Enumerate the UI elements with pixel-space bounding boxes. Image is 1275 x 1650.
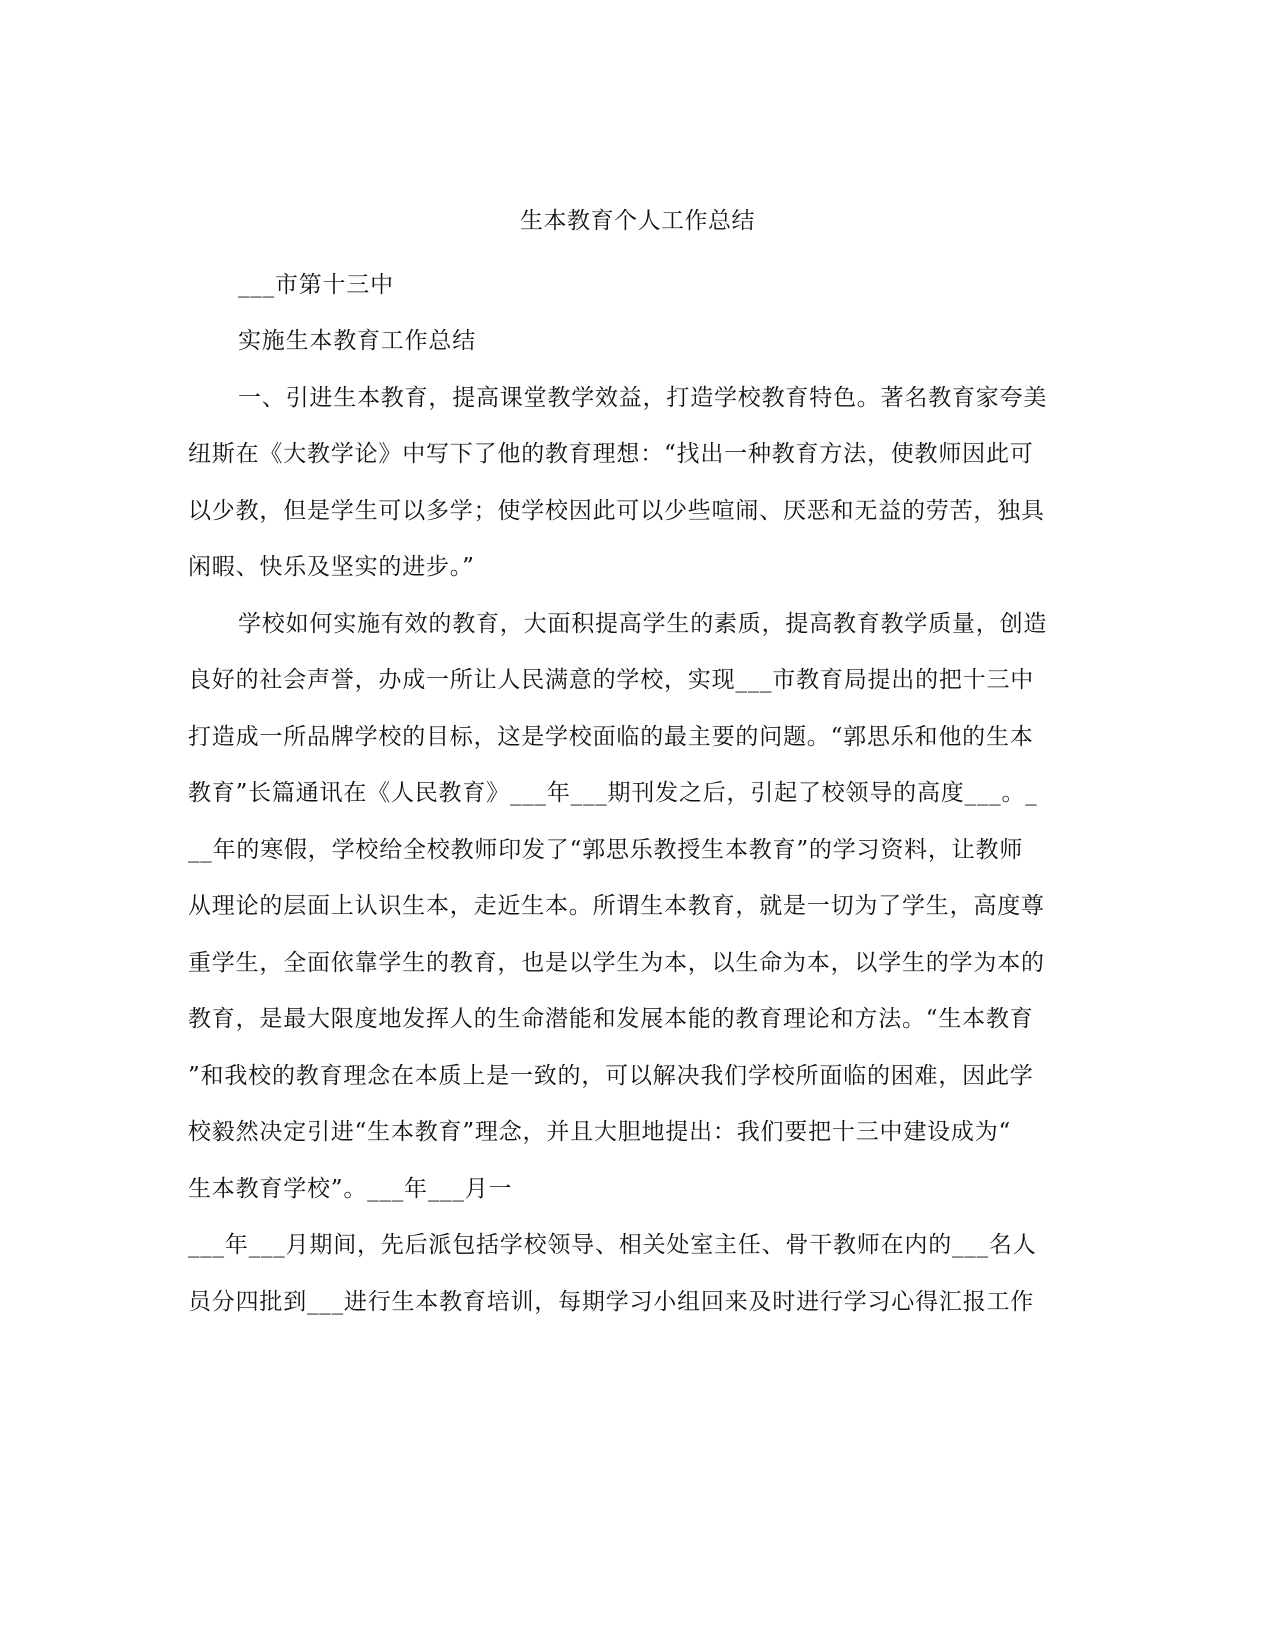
text-line: 以少教，但是学生可以多学；使学校因此可以少些喧闹、厌恶和无益的劳苦，独具	[188, 498, 1045, 524]
text-line: 从理论的层面上认识生本，走近生本。所谓生本教育，就是一切为了学生，高度尊	[188, 893, 1045, 919]
text-line: 教育”长篇通讯在《人民教育》___年___期刊发之后，引起了校领导的高度___。_	[188, 780, 1038, 806]
text-line: 一、引进生本教育，提高课堂教学效益，打造学校教育特色。著名教育家夸美	[238, 385, 1048, 411]
school-name-line: ___市第十三中	[238, 272, 394, 298]
text-line: ___年___月期间，先后派包括学校领导、相关处室主任、骨干教师在内的___名人	[188, 1232, 1037, 1258]
subtitle-line: 实施生本教育工作总结	[238, 328, 476, 354]
document-title: 生本教育个人工作总结	[520, 208, 755, 234]
text-line: 教育，是最大限度地发挥人的生命潜能和发展本能的教育理论和方法。“生本教育	[188, 1006, 1034, 1032]
text-line: ”和我校的教育理念在本质上是一致的，可以解决我们学校所面临的困难，因此学	[188, 1063, 1034, 1089]
text-line: 纽斯在《大教学论》中写下了他的教育理想：“找出一种教育方法，使教师因此可	[188, 441, 1034, 467]
text-line: __年的寒假，学校给全校教师印发了“郭思乐教授生本教育”的学习资料，让教师	[188, 837, 1024, 863]
text-line: 校毅然决定引进“生本教育”理念，并且大胆地提出：我们要把十三中建设成为“	[188, 1119, 1012, 1145]
text-line: 闲暇、快乐及坚实的进步。”	[188, 554, 475, 580]
text-line: 良好的社会声誉，办成一所让人民满意的学校，实现___市教育局提出的把十三中	[188, 667, 1035, 693]
text-line: 重学生，全面依靠学生的教育，也是以学生为本，以生命为本，以学生的学为本的	[188, 950, 1045, 976]
text-line: 生本教育学校”。___年___月一	[188, 1176, 513, 1202]
text-line: 打造成一所品牌学校的目标，这是学校面临的最主要的问题。“郭思乐和他的生本	[188, 724, 1034, 750]
text-line: 员分四批到___进行生本教育培训，每期学习小组回来及时进行学习心得汇报工作	[188, 1289, 1035, 1315]
text-line: 学校如何实施有效的教育，大面积提高学生的素质，提高教育教学质量，创造	[238, 611, 1048, 637]
